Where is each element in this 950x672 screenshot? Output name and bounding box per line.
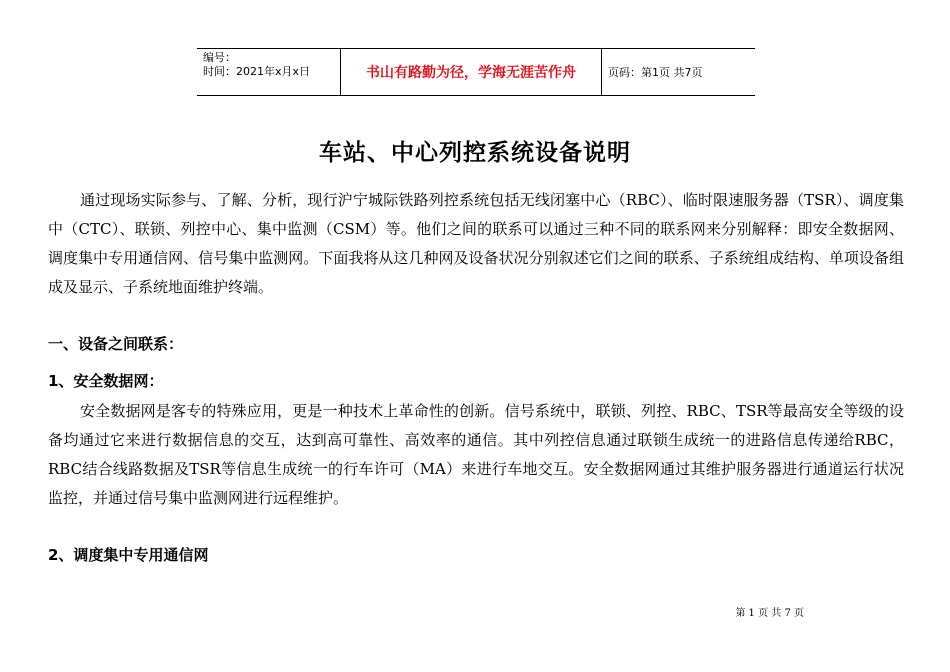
subsection-heading-2: 2、调度集中专用通信网 — [48, 546, 209, 564]
document-header — [197, 48, 755, 96]
intro-paragraph: 通过现场实际参与、了解、分析，现行沪宁城际铁路列控系统包括无线闭塞中心（RBC）、临时限速服务器（TSR）、调度集中（CTC）、联锁、列控中心、集中监测（CSM）等。他们之间的联系可以通过三种不同的联系网来分别解释：即安全数据网、调度集中专用通信网、信号集中监测网。下面我将从这几种网及设备状况分别叙述它们之间的联系、子系统组成结构、单项设备组成及显示、子系统地面维护终端。 — [48, 191, 904, 296]
page-label: 页码：第1页 共7页 — [608, 66, 703, 79]
number-label: 编号： — [203, 51, 236, 64]
time-label: 时间：2021年x月x日 — [203, 65, 311, 78]
subsection-heading-1: 1、安全数据网： — [48, 372, 164, 390]
section-heading-1: 一、设备之间联系： — [48, 335, 184, 353]
header-left-cell — [197, 49, 340, 95]
motto: 书山有路勤为径，学海无涯苦作舟 — [340, 49, 602, 95]
subsection-1-body: 安全数据网是客专的特殊应用，更是一种技术上革命性的创新。信号系统中，联锁、列控、RBC、TSR等最高安全等级的设备均通过它来进行数据信息的交互，达到高可靠性、高效率的通信。其中列控信息通过联锁生成统一的进路信息传递给RBC，RBC结合线路数据及TSR等信息生成统一的行车许可（MA）来进行车地交互。安全数据网通过其维护服务器进行通道运行状况监控，并通过信号集中监测网进行远程维护。 — [48, 402, 904, 507]
page-title: 车站、中心列控系统设备说明 — [319, 140, 631, 166]
page-footer: 第 1 页 共 7 页 — [735, 608, 804, 619]
